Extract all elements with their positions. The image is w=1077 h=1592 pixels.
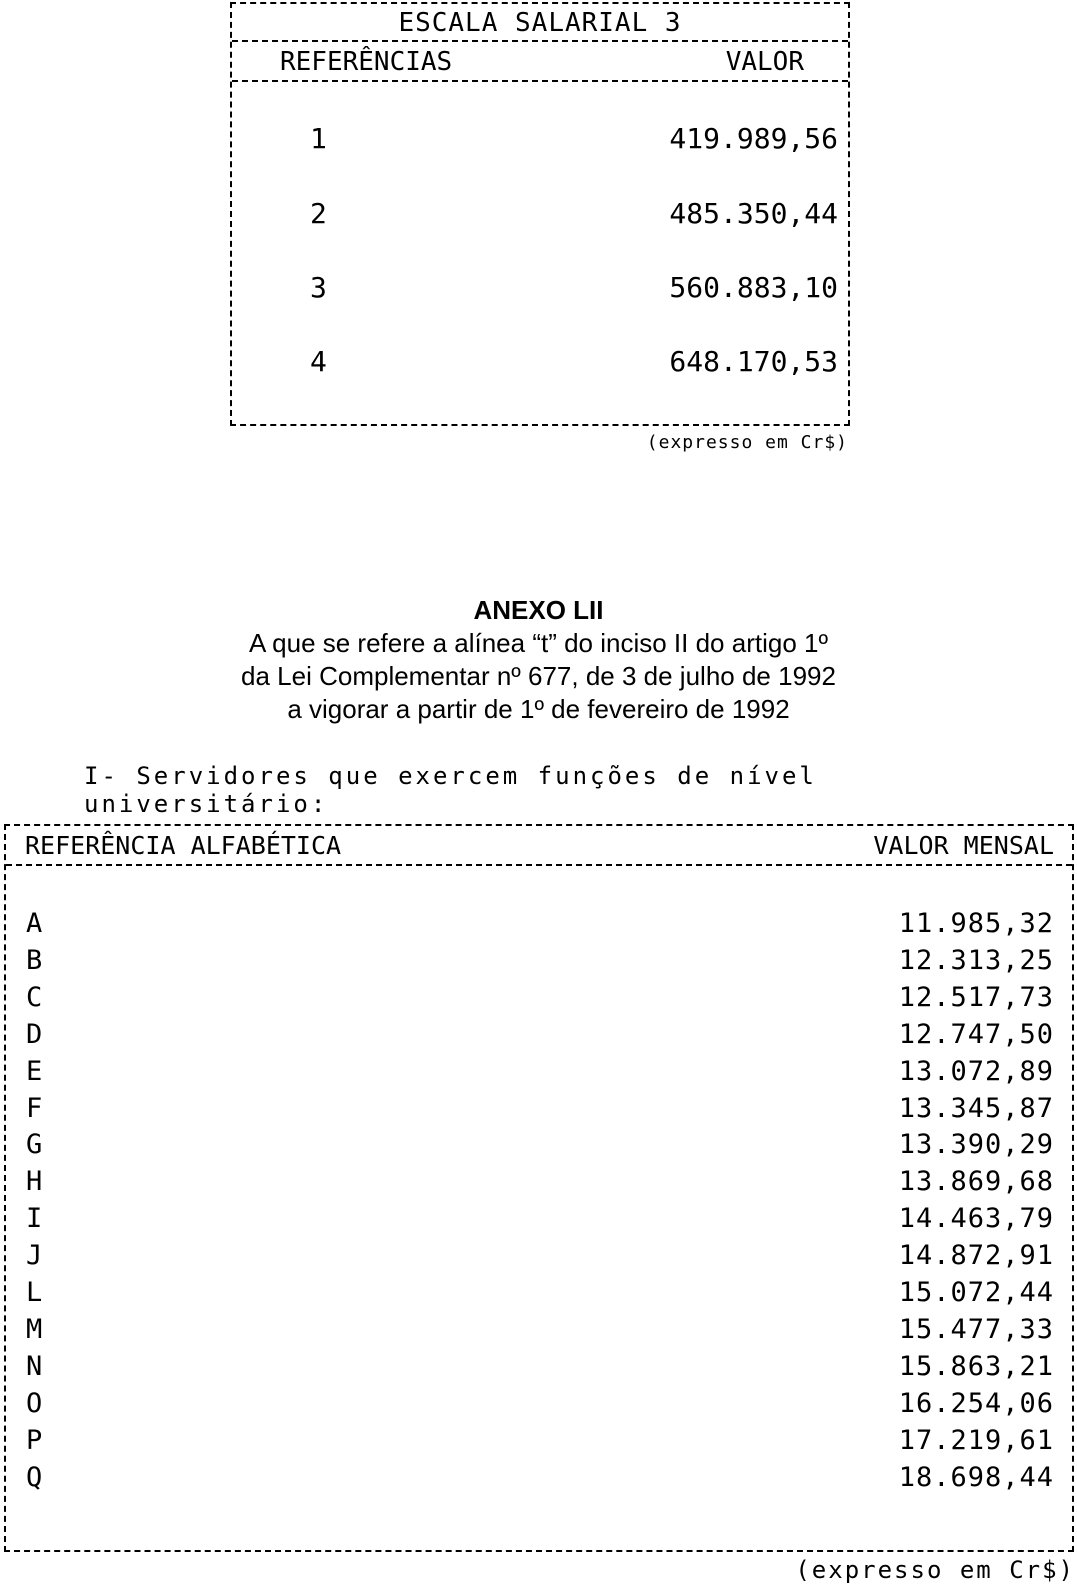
reference-cell: F bbox=[26, 1092, 43, 1124]
value-cell: 419.989,56 bbox=[669, 122, 838, 155]
table-row bbox=[6, 1348, 1072, 1385]
value-cell: 560.883,10 bbox=[669, 271, 838, 304]
table-row bbox=[6, 905, 1072, 942]
value-cell: 14.463,79 bbox=[898, 1203, 1054, 1235]
reference-cell: 1 bbox=[310, 122, 327, 155]
value-cell: 648.170,53 bbox=[669, 345, 838, 378]
currency-note: (expresso em Cr$) bbox=[646, 432, 848, 453]
table-row bbox=[6, 979, 1072, 1016]
reference-cell: H bbox=[26, 1166, 43, 1198]
table-row bbox=[6, 1385, 1072, 1422]
table-row bbox=[6, 1311, 1072, 1348]
reference-cell: G bbox=[26, 1129, 43, 1161]
reference-cell: O bbox=[26, 1387, 43, 1419]
value-cell: 12.517,73 bbox=[898, 981, 1054, 1013]
reference-cell: C bbox=[26, 981, 43, 1013]
value-cell: 13.072,89 bbox=[898, 1055, 1054, 1087]
reference-cell: I bbox=[26, 1203, 43, 1235]
table-row bbox=[232, 194, 848, 234]
table-row bbox=[6, 1459, 1072, 1496]
currency-note: (expresso em Cr$) bbox=[795, 1556, 1075, 1584]
value-cell: 11.985,32 bbox=[898, 908, 1054, 939]
value-cell: 12.313,25 bbox=[898, 944, 1054, 976]
value-cell: 16.254,06 bbox=[898, 1387, 1054, 1419]
reference-cell: 4 bbox=[310, 345, 327, 378]
column-header-value: VALOR bbox=[725, 47, 804, 77]
reference-cell: 3 bbox=[310, 271, 327, 304]
reference-cell: N bbox=[26, 1350, 43, 1382]
table-row bbox=[6, 942, 1072, 979]
table-row bbox=[6, 1163, 1072, 1200]
table-row bbox=[6, 1016, 1072, 1053]
annex-line-3: a vigorar a partir de 1º de fevereiro de 1992 bbox=[287, 694, 790, 724]
table-row bbox=[232, 268, 848, 308]
table-row bbox=[6, 1237, 1072, 1274]
table-header bbox=[6, 826, 1072, 866]
column-header-references: REFERÊNCIAS bbox=[280, 47, 453, 77]
value-cell: 12.747,50 bbox=[898, 1018, 1054, 1050]
table-row bbox=[232, 119, 848, 159]
reference-cell: P bbox=[26, 1424, 43, 1456]
reference-cell: Q bbox=[26, 1461, 43, 1493]
value-cell: 14.872,91 bbox=[898, 1240, 1054, 1272]
column-header-monthly-value: VALOR MENSAL bbox=[873, 831, 1054, 860]
value-cell: 15.863,21 bbox=[898, 1350, 1054, 1382]
value-cell: 18.698,44 bbox=[898, 1461, 1054, 1493]
reference-cell: J bbox=[26, 1240, 43, 1272]
table-title: ESCALA SALARIAL 3 bbox=[232, 4, 848, 42]
value-cell: 13.869,68 bbox=[898, 1166, 1054, 1198]
alphabetic-reference-table bbox=[4, 824, 1074, 1552]
table-row bbox=[6, 1126, 1072, 1163]
reference-cell: B bbox=[26, 944, 43, 976]
table-row bbox=[6, 1274, 1072, 1311]
table-row bbox=[6, 1422, 1072, 1459]
reference-cell: E bbox=[26, 1055, 43, 1087]
value-cell: 485.350,44 bbox=[669, 197, 838, 230]
value-cell: 13.390,29 bbox=[898, 1129, 1054, 1161]
annex-line-2: da Lei Complementar nº 677, de 3 de julho de 1992 bbox=[241, 661, 836, 691]
table-row bbox=[6, 1053, 1072, 1090]
annex-line-1: A que se refere a alínea “t” do inciso II do artigo 1º bbox=[249, 628, 828, 658]
reference-cell: M bbox=[26, 1313, 43, 1345]
value-cell: 17.219,61 bbox=[898, 1424, 1054, 1456]
table-row bbox=[6, 1200, 1072, 1237]
table-row bbox=[232, 342, 848, 382]
reference-cell: L bbox=[26, 1277, 43, 1308]
value-cell: 13.345,87 bbox=[898, 1092, 1054, 1124]
reference-cell: 2 bbox=[310, 197, 327, 230]
table-header bbox=[232, 42, 848, 82]
value-cell: 15.477,33 bbox=[898, 1313, 1054, 1345]
column-header-alphabetic-reference: REFERÊNCIA ALFABÉTICA bbox=[25, 831, 342, 860]
section-heading: I- Servidores que exercem funções de nível universitário: bbox=[84, 762, 817, 818]
reference-cell: A bbox=[26, 908, 43, 939]
reference-cell: D bbox=[26, 1018, 43, 1050]
annex-heading bbox=[0, 594, 1077, 726]
annex-title: ANEXO LII bbox=[473, 595, 604, 625]
salary-scale-3-table bbox=[230, 2, 850, 426]
value-cell: 15.072,44 bbox=[898, 1277, 1054, 1308]
table-row bbox=[6, 1090, 1072, 1127]
